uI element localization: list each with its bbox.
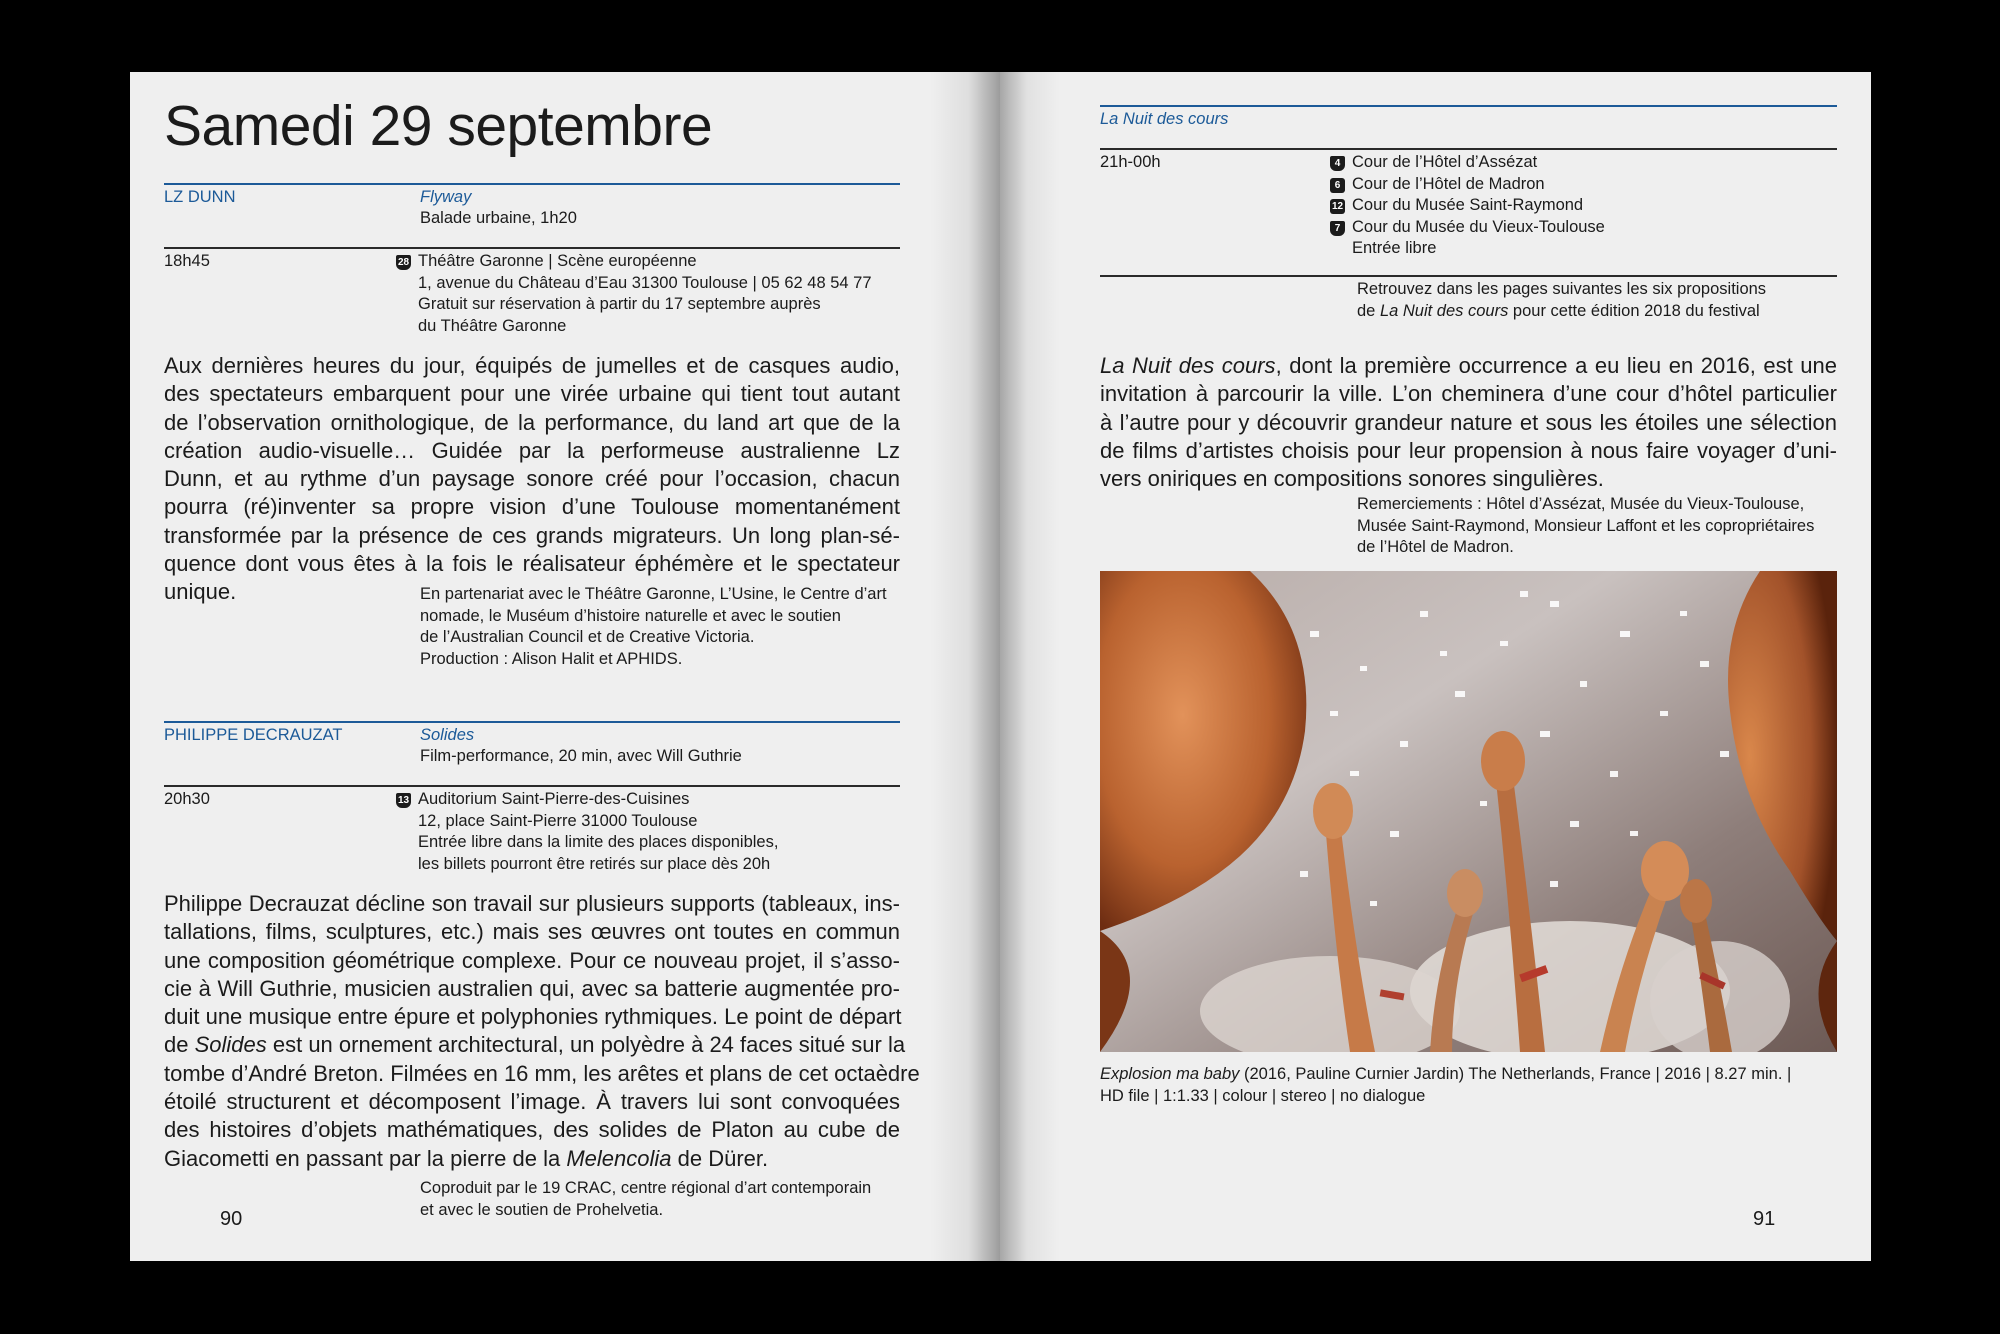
work-title: Flyway <box>420 188 472 206</box>
divider <box>1100 275 1837 277</box>
event-description <box>164 352 900 607</box>
credits <box>420 1178 871 1221</box>
description-line: Giacometti en passant par la pierre de la Melencolia de Dürer. <box>164 1145 769 1171</box>
event-time: 20h30 <box>164 790 210 808</box>
venue-badge: 4 <box>1330 156 1345 171</box>
venue-item <box>1330 217 1605 239</box>
venue-name: Cour de l’Hôtel d’Assézat <box>1352 153 1538 171</box>
description-line: création audio-visuelle… Guidée par la performeuse australienne Lz <box>164 437 900 463</box>
venue-name: Cour du Musée du Vieux-Toulouse <box>1352 217 1605 236</box>
work-reference: Solides <box>194 1032 267 1058</box>
venue-badge: 7 <box>1330 221 1345 236</box>
left-page <box>130 72 1000 1261</box>
intro-line: à l’autre pour y découvrir grandeur nature et sous les étoiles une sélection <box>1100 409 1837 435</box>
artist-name: PHILIPPE DECRAUZAT <box>164 726 343 744</box>
description-line: de l’observation ornithologique, de la performance, du land art que de la <box>164 409 900 435</box>
divider-blue <box>164 721 900 723</box>
description-line: de Solides est un ornement architectural, un polyèdre à 24 faces situé sur la <box>164 1032 906 1058</box>
gutter-shadow <box>930 72 1000 1261</box>
note-line: Retrouvez dans les pages suivantes les six propositions <box>1357 280 1767 298</box>
caption-line: HD file | 1:1.33 | colour | stereo | no dialogue <box>1100 1086 1426 1105</box>
description-line: tallations, films, sculptures, etc.) mais ses œuvres ont toutes en commun <box>164 919 900 945</box>
venue-item <box>1330 195 1605 217</box>
divider <box>164 247 900 249</box>
description-line: cie à Will Guthrie, musicien australien qui, avec sa batterie augmentée pro- <box>164 975 900 1001</box>
right-page <box>1000 72 1871 1261</box>
note-line: de La Nuit des cours pour cette édition 2018 du festival <box>1357 301 1760 320</box>
event-time: 18h45 <box>164 252 210 270</box>
venue-name: Cour de l’Hôtel de Madron <box>1352 174 1545 193</box>
venue-note: Gratuit sur réservation à partir du 17 septembre auprès <box>418 295 821 313</box>
venue-info <box>396 251 872 337</box>
description-line: Philippe Decrauzat décline son travail sur plusieurs supports (tableaux, ins- <box>164 891 900 916</box>
credits-line: Production : Alison Halit et APHIDS. <box>420 649 683 668</box>
intro-line: invitation à parcourir la ville. L’on cheminera d’une cour d’hôtel particulier <box>1100 381 1837 407</box>
entry-info: Entrée libre <box>1352 239 1437 257</box>
venue-name: Théâtre Garonne | Scène européenne <box>418 252 697 270</box>
work-title: Solides <box>420 726 475 744</box>
work-details: Balade urbaine, 1h20 <box>420 209 577 227</box>
description-line: duit une musique entre épure et polyphonies rythmiques. Le point de départ <box>164 1004 902 1030</box>
acknowledgements <box>1357 494 1814 559</box>
description-line: Dunn, et au rythme d’un paysage sonore créé pour l’occasion, chacun <box>164 466 900 492</box>
description-line: des spectateurs embarquent pour une virée urbaine qui tient tout autant <box>164 381 900 407</box>
venue-badge: 12 <box>1331 201 1344 212</box>
description-line: tombe d’André Breton. Filmées en 16 mm, les arêtes et plans de cet octaèdre <box>164 1060 920 1086</box>
thanks-line: de l’Hôtel de Madron. <box>1357 538 1514 556</box>
venue-note: du Théâtre Garonne <box>418 316 567 335</box>
page-number: 90 <box>220 1208 243 1230</box>
artist-name: LZ DUNN <box>164 188 236 206</box>
description-line: une composition géométrique complexe. Pour ce nouveau projet, il s’asso- <box>164 947 900 973</box>
venue-address: 12, place Saint-Pierre 31000 Toulouse <box>418 811 698 830</box>
credits <box>420 584 887 670</box>
film-title: Explosion ma baby <box>1100 1065 1240 1083</box>
venue-note: les billets pourront être retirés sur place dès 20h <box>418 854 771 873</box>
description-line: pourra (ré)inventer sa propre vision d’une Toulouse momentanément <box>164 494 900 520</box>
thanks-line: Remerciements : Hôtel d’Assézat, Musée du Vieux-Toulouse, <box>1357 495 1805 513</box>
work-reference: Melencolia <box>566 1145 672 1171</box>
event-description <box>164 890 920 1173</box>
venue-name: Auditorium Saint-Pierre-des-Cuisines <box>418 790 690 808</box>
venue-badge: 6 <box>1330 178 1345 193</box>
description-line: étoilé structurent et décomposent l’image. À travers lui sont convoquées <box>164 1089 900 1115</box>
description-line: unique. <box>164 579 237 605</box>
program-note <box>1357 279 1766 322</box>
venue-info <box>396 789 778 875</box>
description-line: quence dont vous êtes à la fois le réalisateur éphémère et le spectateur <box>164 551 900 577</box>
venue-badge: 13 <box>397 795 410 806</box>
description-line: Aux dernières heures du jour, équipés de jumelles et de casques audio, <box>164 353 900 378</box>
venue-badge: 28 <box>397 257 410 268</box>
description-line: des histoires d’objets mathématiques, des solides de Platon au cube de <box>164 1117 900 1143</box>
credits-line: Coproduit par le 19 CRAC, centre régional d’art contemporain <box>420 1179 872 1197</box>
venue-item <box>1330 174 1605 196</box>
credits-line: et avec le soutien de Prohelvetia. <box>420 1200 664 1219</box>
event-time: 21h-00h <box>1100 153 1161 171</box>
venue-name: Cour du Musée Saint-Raymond <box>1352 196 1584 214</box>
credits-line: de l’Australian Council et de Creative Victoria. <box>420 628 755 646</box>
section-reference: La Nuit des cours <box>1100 353 1276 378</box>
divider <box>1100 148 1837 150</box>
intro-line: vers oniriques en compositions sonores singulières. <box>1100 466 1604 492</box>
film-still-photo <box>1100 571 1837 1052</box>
work-details: Film-performance, 20 min, avec Will Guthrie <box>420 747 742 765</box>
venue-address: 1, avenue du Château d’Eau 31300 Toulouse | 05 62 48 54 77 <box>418 273 872 292</box>
divider-blue <box>1100 105 1837 107</box>
page-title: Samedi 29 septembre <box>164 94 713 158</box>
venue-note: Entrée libre dans la limite des places disponibles, <box>418 833 779 851</box>
venue-list <box>1330 152 1605 260</box>
page-number: 91 <box>1753 1208 1776 1230</box>
intro-line: La Nuit des cours, dont la première occurrence a eu lieu en 2016, est une <box>1100 353 1837 378</box>
credits-line: En partenariat avec le Théâtre Garonne, L’Usine, le Centre d’art <box>420 585 887 603</box>
photo-caption <box>1100 1064 1791 1107</box>
intro-text <box>1100 352 1837 493</box>
section-title: La Nuit des cours <box>1100 110 1229 128</box>
section-reference: La Nuit des cours <box>1379 301 1509 320</box>
intro-line: de films d’artistes choisis pour leur propension à nous faire voyager d’uni- <box>1100 437 1837 463</box>
venue-item <box>1330 152 1605 174</box>
description-line: transformée par la présence de ces grands migrateurs. Un long plan-sé- <box>164 522 900 548</box>
caption-line: Explosion ma baby (2016, Pauline Curnier Jardin) The Netherlands, France | 2016 | 8.27 min. | <box>1100 1065 1792 1083</box>
divider-blue <box>164 183 900 185</box>
credits-line: nomade, le Muséum d’histoire naturelle et avec le soutien <box>420 606 841 625</box>
divider <box>164 785 900 787</box>
thanks-line: Musée Saint-Raymond, Monsieur Laffont et les copropriétaires <box>1357 516 1815 535</box>
gutter-shadow <box>1000 72 1060 1261</box>
